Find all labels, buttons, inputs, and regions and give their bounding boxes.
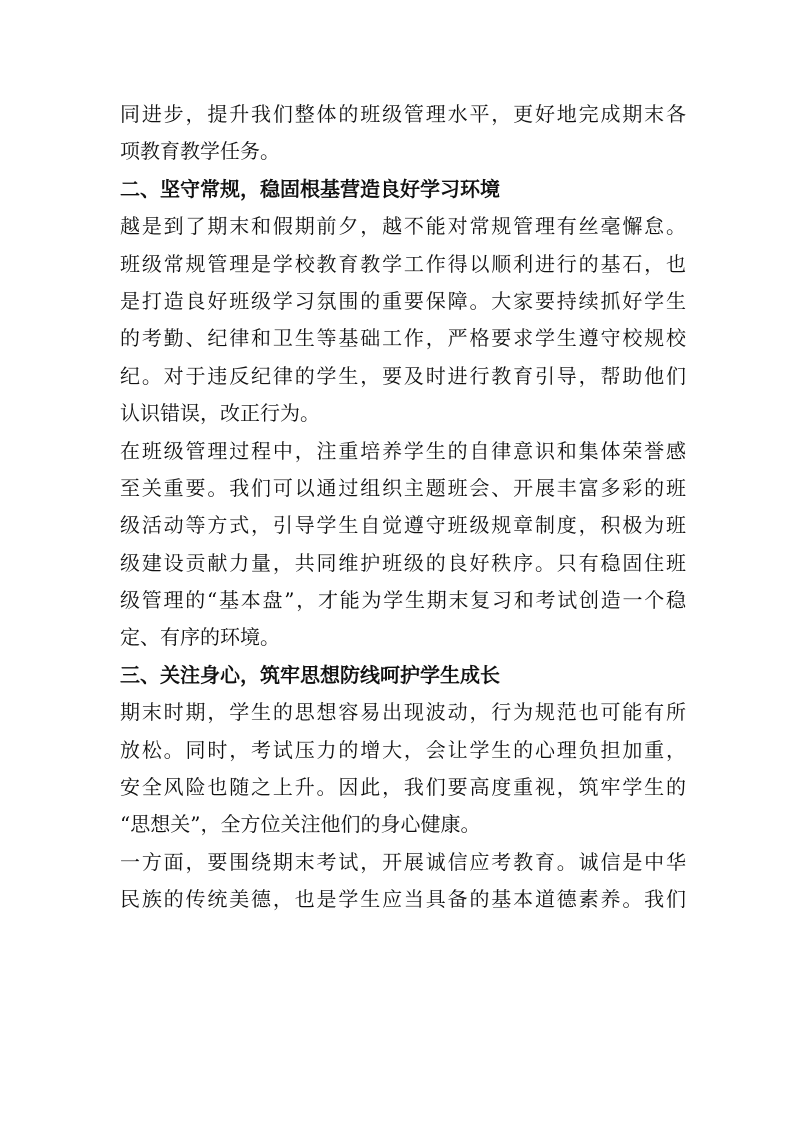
- section-heading: 二、坚守常规，稳固根基营造良好学习环境: [120, 176, 500, 201]
- paragraph-line: 在班级管理过程中，注重培养学生的自律意识和集体荣誉感: [120, 438, 686, 463]
- paragraph-line: 纪。对于违反纪律的学生，要及时进行教育引导，帮助他们: [120, 363, 686, 388]
- paragraph-line: 级建设贡献力量，共同维护班级的良好秩序。只有稳固住班: [120, 550, 686, 575]
- paragraph-line: 期末时期，学生的思想容易出现波动，行为规范也可能有所: [120, 700, 686, 725]
- paragraph-line: 项教育教学任务。: [120, 139, 280, 164]
- paragraph-line: 认识错误，改正行为。: [120, 401, 320, 426]
- paragraph-line: 越是到了期末和假期前夕，越不能对常规管理有丝毫懈怠。: [120, 214, 686, 239]
- paragraph-line: 级活动等方式，引导学生自觉遵守班级规章制度，积极为班: [120, 513, 686, 538]
- paragraph-line: 同进步，提升我们整体的班级管理水平，更好地完成期末各: [120, 102, 686, 126]
- paragraph-line: 定、有序的环境。: [120, 625, 280, 650]
- paragraph-line: 一方面，要围绕期末考试，开展诚信应考教育。诚信是中华: [120, 849, 686, 874]
- paragraph-line: 级管理的“基本盘”，才能为学生期末复习和考试创造一个稳: [120, 588, 686, 613]
- paragraph-line: 至关重要。我们可以通过组织主题班会、开展丰富多彩的班: [120, 475, 686, 500]
- paragraph-line: “思想关”，全方位关注他们的身心健康。: [120, 812, 481, 837]
- document-page: [120, 96, 686, 919]
- paragraph-line: 放松。同时，考试压力的增大，会让学生的心理负担加重，: [120, 737, 686, 762]
- paragraph-line: 班级常规管理是学校教育教学工作得以顺利进行的基石，也: [120, 251, 686, 276]
- paragraph-line: 的考勤、纪律和卫生等基础工作，严格要求学生遵守校规校: [120, 326, 686, 351]
- paragraph-line: 安全风险也随之上升。因此，我们要高度重视，筑牢学生的: [120, 775, 686, 800]
- paragraph-line: 是打造良好班级学习氛围的重要保障。大家要持续抓好学生: [120, 288, 686, 313]
- section-heading: 三、关注身心，筑牢思想防线呵护学生成长: [120, 662, 500, 687]
- paragraph-line: 民族的传统美德，也是学生应当具备的基本道德素养。我们: [120, 887, 686, 912]
